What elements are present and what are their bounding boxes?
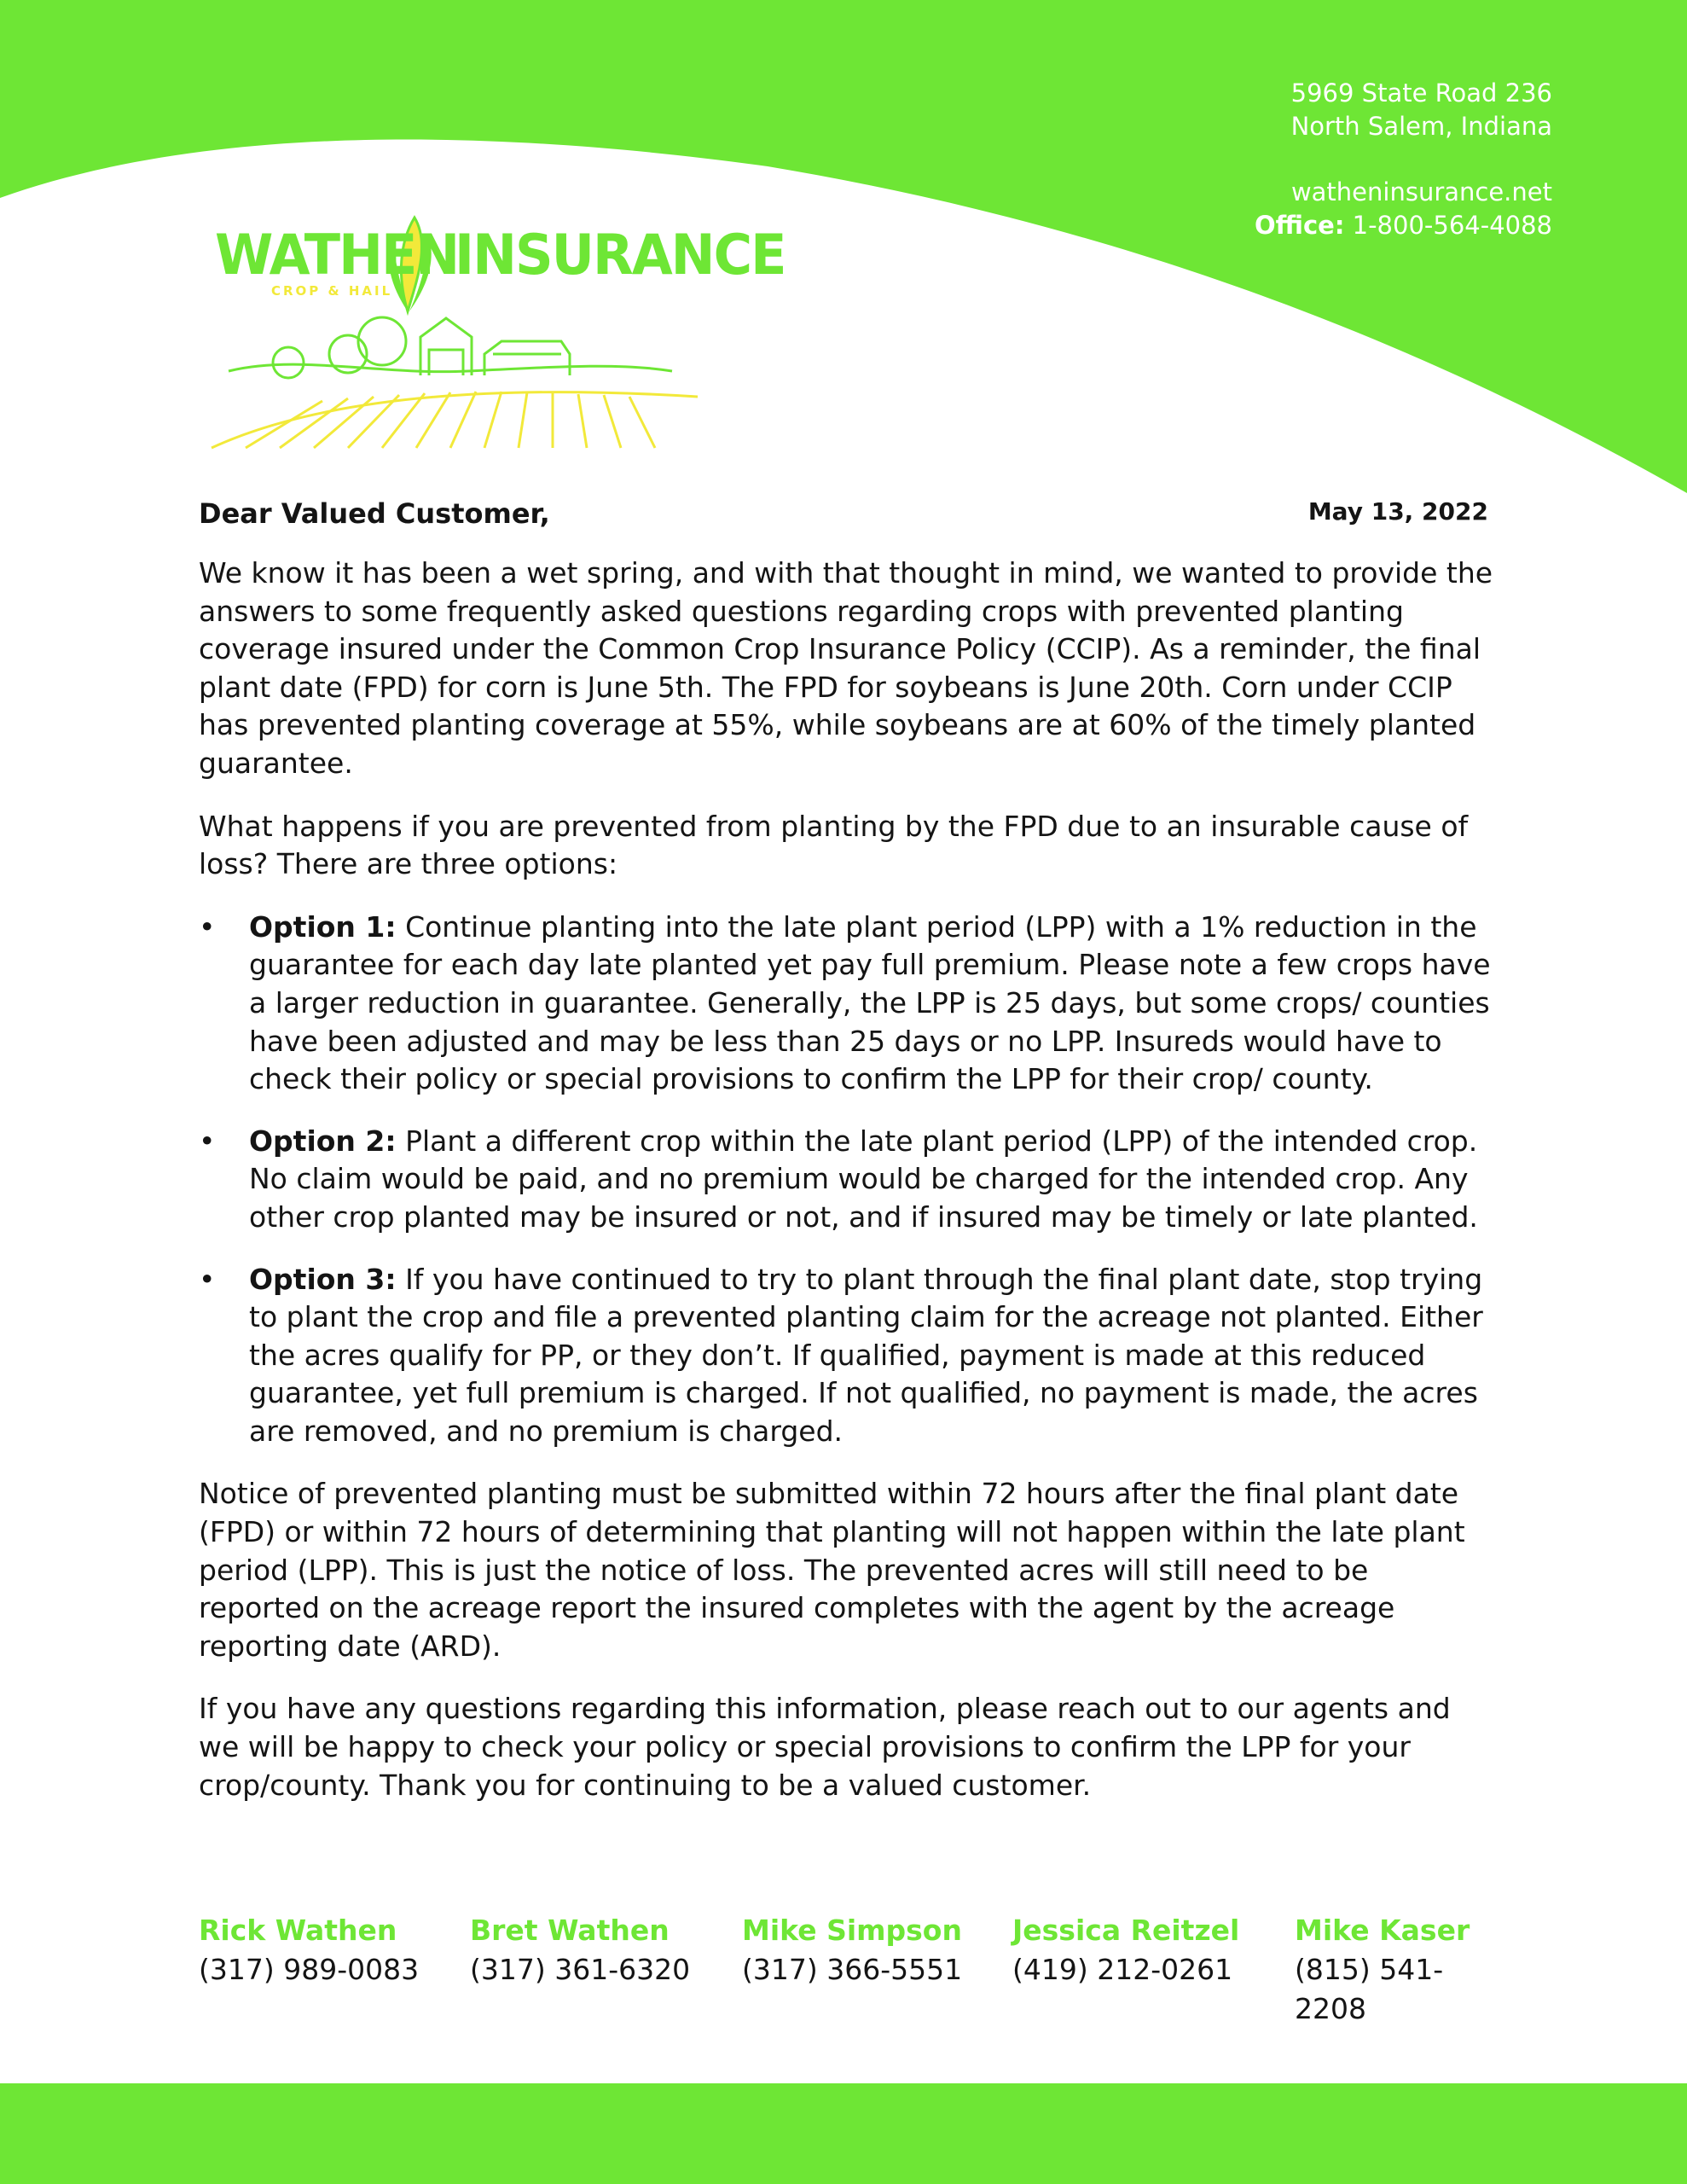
contact-card: [470, 1911, 690, 1989]
option-label: Option 1:: [249, 909, 397, 944]
logo-tagline: CROP & HAIL: [271, 283, 393, 299]
contact-card: [742, 1911, 962, 1989]
paragraph-question: What happens if you are prevented from planting by the FPD due to an insurable cause of loss? There are three options:: [199, 809, 1469, 881]
address-line-1: 5969 State Road 236: [1290, 78, 1552, 107]
agent-phone[interactable]: (317) 366-5551: [742, 1953, 963, 1986]
bullet-icon: •: [199, 1262, 216, 1296]
agent-phone[interactable]: (815) 541-2208: [1295, 1953, 1444, 2025]
letter-date: May 13, 2022: [1307, 497, 1488, 526]
office-phone[interactable]: 1-800-564-4088: [1352, 211, 1552, 240]
option-text: Continue planting into the late plant period (LPP) with a 1% reduction in the guarantee for each day late planted yet pay full premium. Please note a few crops have a larger reduction in guarantee. Generally, the LPP is 25 days, but some crops/ counties have been adjusted and may be less than 25 days or no LPP. Insureds would have to check their policy or special provisions to confirm the LPP for their crop/ county.: [249, 909, 1491, 1096]
footer-band: [0, 2083, 1687, 2184]
wheat-field: [212, 392, 698, 448]
contact-card: [1012, 1911, 1239, 1989]
agent-phone[interactable]: (419) 212-0261: [1012, 1953, 1233, 1986]
agent-phone[interactable]: (317) 361-6320: [470, 1953, 691, 1986]
salutation: Dear Valued Customer,: [199, 497, 550, 530]
agent-phone[interactable]: (317) 989-0083: [199, 1953, 420, 1986]
barn-icon: [229, 317, 672, 378]
option-label: Option 2:: [249, 1124, 397, 1158]
contact-card: [1295, 1911, 1495, 2029]
paragraph-closing: If you have any questions regarding this information, please reach out to our agents and we will be happy to check your policy or special provisions to confirm the LPP for your crop/county. Thank you for continuing to be a valued customer.: [199, 1692, 1451, 1802]
letter-body: [199, 555, 1495, 1829]
agent-name: Mike Kaser: [1295, 1914, 1470, 1947]
agent-name: Mike Simpson: [742, 1914, 962, 1947]
contact-card: [199, 1911, 419, 1989]
agent-name: Bret Wathen: [470, 1914, 670, 1947]
website-link[interactable]: watheninsurance.net: [1290, 177, 1552, 206]
option-label: Option 3:: [249, 1262, 397, 1296]
agent-name: Jessica Reitzel: [1012, 1914, 1240, 1947]
logo-word-right: INSURANCE: [455, 222, 786, 288]
list-item: [199, 909, 1495, 1099]
options-list: [199, 909, 1495, 1451]
office-label: Office:: [1254, 211, 1345, 240]
agent-contacts: [199, 1911, 1495, 2025]
paragraph-intro: We know it has been a wet spring, and with that thought in mind, we wanted to provide the answers to some frequently asked questions regarding crops with prevented planting coverage insured under the Common Crop Insurance Policy (CCIP). As a reminder, the final plant date (FPD) for corn is June 5th. The FPD for soybeans is June 20th. Corn under CCIP has prevented planting coverage at 55%, while soybeans are at 60% of the timely planted guarantee.: [199, 556, 1493, 780]
paragraph-notice: Notice of prevented planting must be submitted within 72 hours after the final plant date (FPD) or within 72 hours of determining that planting will not happen within the late plant period (LPP). This is just the notice of loss. The prevented acres will still need to be reported on the acreage report the insured completes with the agent by the acreage reporting date (ARD).: [199, 1477, 1465, 1663]
option-text: Plant a different crop within the late plant period (LPP) of the intended crop. No claim would be paid, and no premium would be charged for the intended crop. Any other crop planted may be insured or not, and if insured may be timely or late planted.: [249, 1124, 1478, 1234]
bullet-icon: •: [199, 1124, 216, 1158]
logo-word-left: WATHEN: [215, 222, 459, 288]
agent-name: Rick Wathen: [199, 1914, 397, 1947]
office-phone-line: [1041, 209, 1552, 242]
option-text: If you have continued to try to plant through the final plant date, stop trying to plant the crop and file a prevented planting claim for the acreage not planted. Either the acres qualify for PP, or they don’t. If qualified, payment is made at this reduced guarantee, yet full premium is charged. If not qualified, no payment is made, the acres are removed, and no premium is charged.: [249, 1262, 1483, 1448]
list-item: [199, 1123, 1495, 1237]
address-line-2: North Salem, Indiana: [1290, 112, 1552, 141]
list-item: [199, 1261, 1495, 1451]
bullet-icon: •: [199, 909, 216, 944]
company-address-block: [1041, 77, 1552, 242]
